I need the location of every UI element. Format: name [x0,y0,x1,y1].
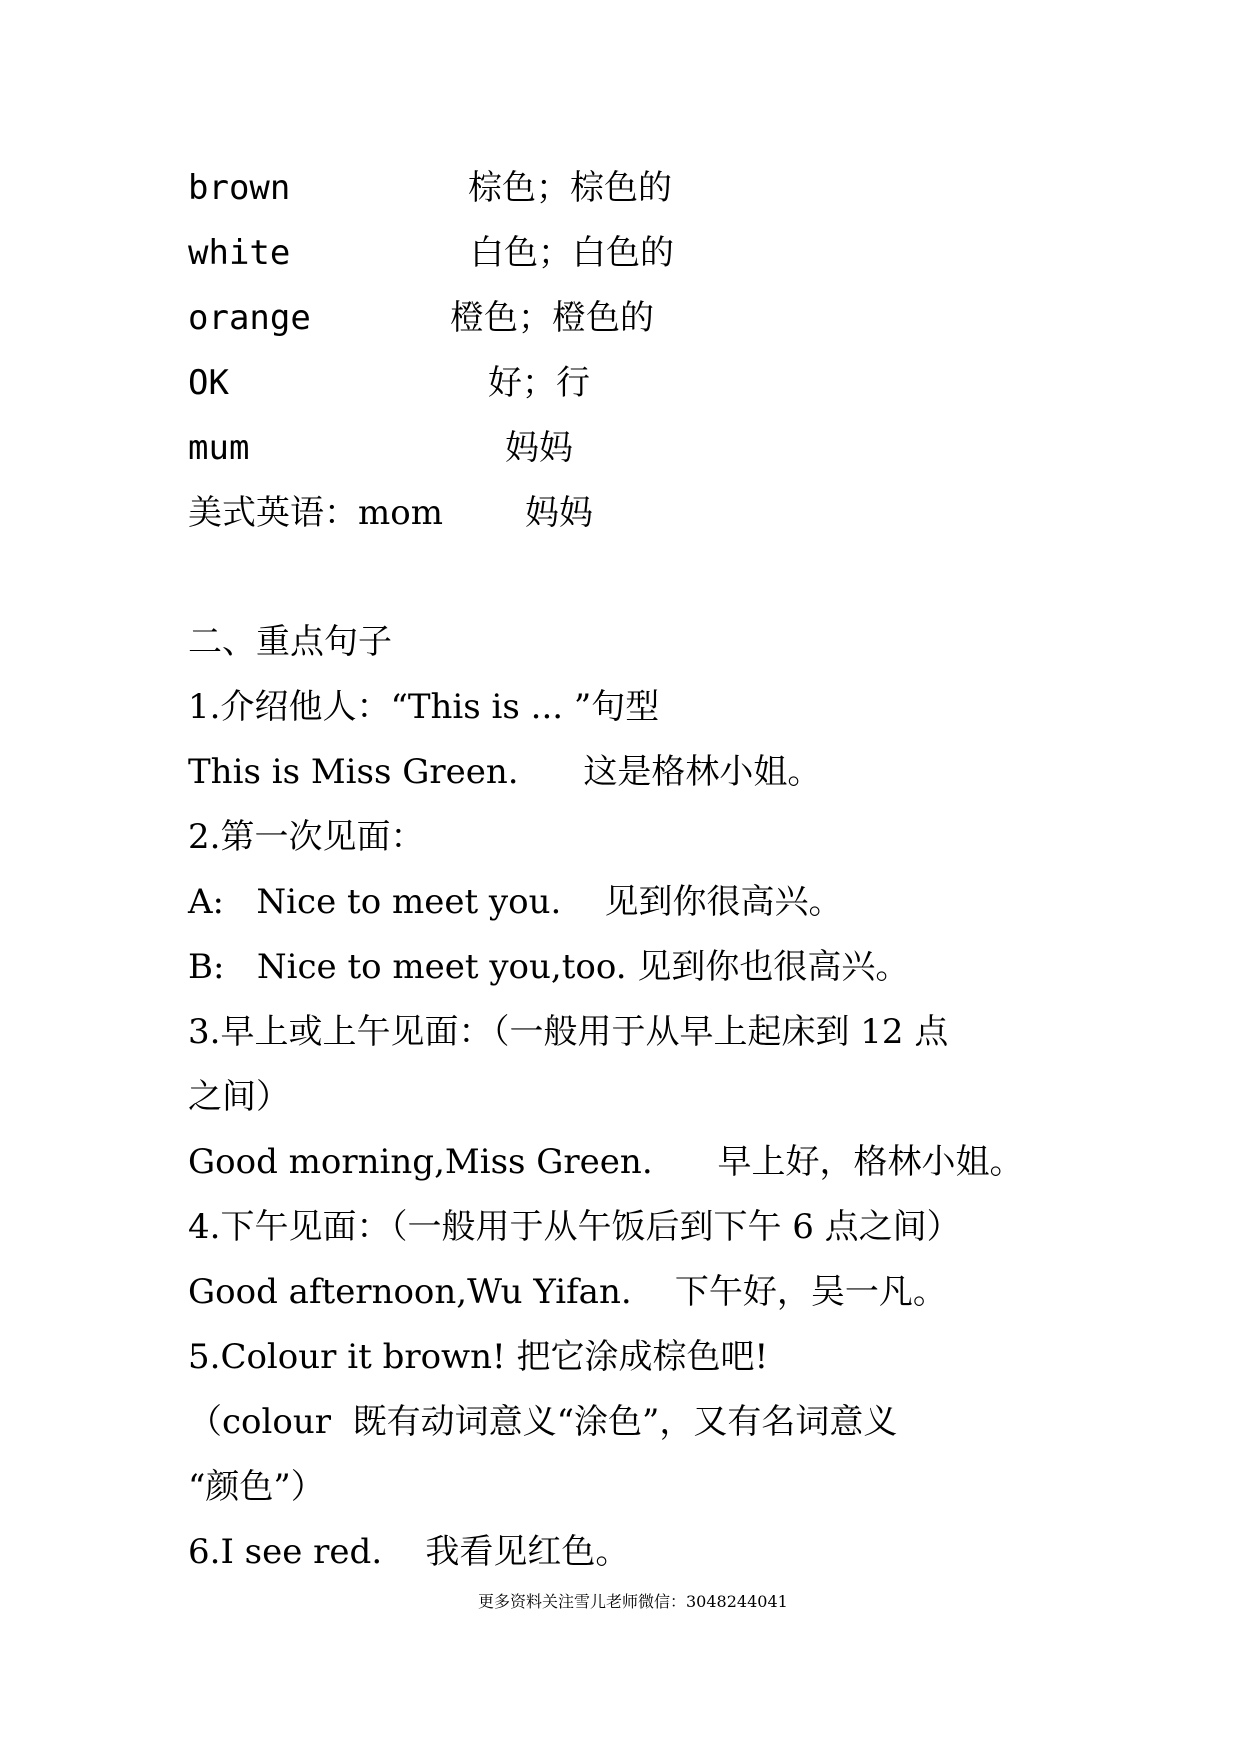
sentence-line: 6.I see red. 我看见红色。 [188,1532,630,1572]
sentence-line: “颜色”） [188,1467,325,1507]
sentence-line: 3.早上或上午见面：（一般用于从早上起床到 12 点 [188,1012,949,1052]
vocab-meaning: 妈妈 [505,428,573,468]
footer-note: 更多资料关注雪儿老师微信：3048244041 [478,1592,788,1611]
sentence-line: 4.下午见面：（一般用于从午饭后到下午 6 点之间） [188,1207,961,1247]
vocab-meaning: 橙色；橙色的 [450,298,654,338]
vocab-word: OK [188,363,229,403]
sentence-line: Good morning,Miss Green. 早上好，格林小姐。 [188,1142,1024,1182]
section-title: 二、重点句子 [188,622,392,662]
vocab-word: 美式英语：mom [188,493,443,533]
sentence-line: 1.介绍他人：“This is ... ”句型 [188,687,660,727]
vocab-word: mum [188,428,250,468]
sentence-line: 2.第一次见面： [188,817,425,857]
vocab-word: white [188,233,291,273]
vocab-meaning: 妈妈 [525,493,593,533]
sentence-line: （colour 既有动词意义“涂色”，又有名词意义 [188,1402,898,1442]
sentence-line: B: Nice to meet you,too. 见到你也很高兴。 [188,947,910,987]
vocab-meaning: 好；行 [488,363,590,403]
vocab-word: brown [188,168,291,208]
vocab-meaning: 白色；白色的 [470,233,674,273]
sentence-line: 5.Colour it brown! 把它涂成棕色吧! [188,1337,769,1377]
vocab-meaning: 棕色；棕色的 [468,168,672,208]
sentence-line: This is Miss Green. 这是格林小姐。 [188,752,822,792]
vocab-word: orange [188,298,311,338]
sentence-line: Good afternoon,Wu Yifan. 下午好，吴一凡。 [188,1272,947,1312]
sentence-line: A: Nice to meet you. 见到你很高兴。 [188,882,843,922]
sentence-line: 之间） [188,1077,290,1117]
